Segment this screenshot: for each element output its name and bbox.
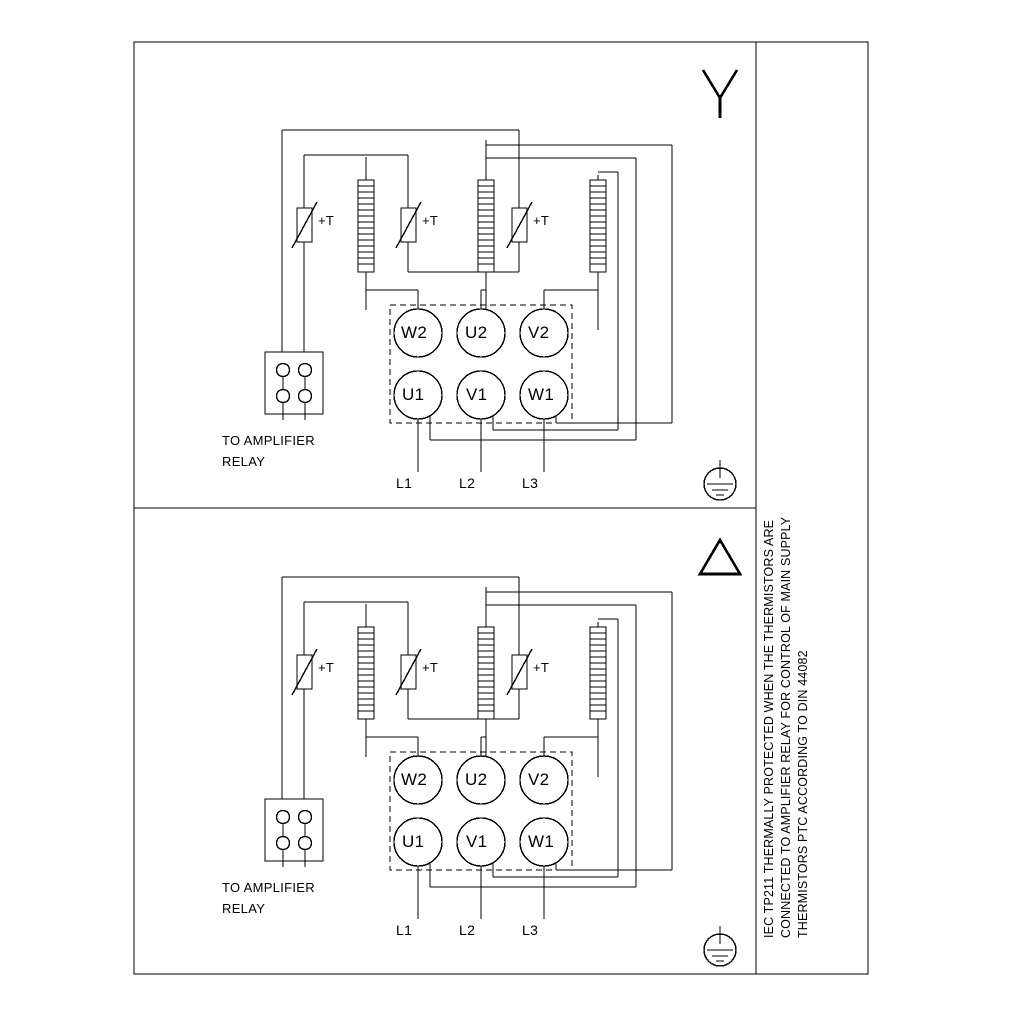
thermistor-1-delta: [292, 637, 317, 709]
amplifier-note-line1-delta: TO AMPLIFIER: [222, 880, 315, 895]
terminal-label-U1-delta: U1: [402, 832, 425, 851]
phase-label-L1-delta: L1: [396, 922, 413, 938]
delta-panel-graphics: [265, 540, 740, 966]
side-note-line-1: IEC TP211 THERMALLY PROTECTED WHEN THE THERMISTORS ARE: [762, 519, 776, 938]
amplifier-note-line2-delta: RELAY: [222, 901, 266, 916]
terminal-label-V1-star: V1: [466, 385, 488, 404]
terminal-label-W2-delta: W2: [401, 770, 428, 789]
side-note-line-3: THERMISTORS PTC ACCORDING TO DIN 44082: [796, 650, 810, 938]
winding-coil-2-delta: [478, 587, 494, 757]
thermistor-2-delta: [396, 637, 421, 709]
terminal-label-W2-star: W2: [401, 323, 428, 342]
terminal-label-U1-star: U1: [402, 385, 425, 404]
thermistor-3-delta: [507, 637, 532, 709]
thermistor-label-3-delta: +T: [533, 660, 550, 675]
star-wye-symbol: [703, 70, 737, 118]
amplifier-terminal-block-star: [265, 352, 323, 420]
thermistor-1-star: [292, 190, 317, 262]
terminal-label-V1-delta: V1: [466, 832, 488, 851]
side-note-block: [762, 378, 810, 938]
thermistor-3-star: [507, 190, 532, 262]
winding-coil-3-star: [590, 175, 606, 330]
phase-label-L1-star: L1: [396, 475, 413, 491]
terminal-label-V2-star: V2: [528, 323, 550, 342]
thermistor-label-1-delta: +T: [318, 660, 335, 675]
winding-coil-2-star: [478, 140, 494, 310]
terminal-label-V2-delta: V2: [528, 770, 550, 789]
thermistor-label-2-star: +T: [422, 213, 439, 228]
thermistor-label-2-delta: +T: [422, 660, 439, 675]
delta-triangle-symbol: [700, 540, 740, 574]
amplifier-terminal-block-delta: [265, 799, 323, 867]
phase-label-L3-delta: L3: [522, 922, 539, 938]
amplifier-note-line2-star: RELAY: [222, 454, 266, 469]
thermistor-label-1-star: +T: [318, 213, 335, 228]
earth-ground-symbol-delta: [704, 926, 736, 966]
side-note-line-2: CONNECTED TO AMPLIFIER RELAY FOR CONTROL OF MAIN SUPPLY: [779, 516, 793, 938]
phase-label-L2-delta: L2: [459, 922, 476, 938]
terminal-label-W1-delta: W1: [528, 832, 555, 851]
phase-label-L3-star: L3: [522, 475, 539, 491]
thermistor-2-star: [396, 190, 421, 262]
phase-label-L2-star: L2: [459, 475, 476, 491]
terminal-label-W1-star: W1: [528, 385, 555, 404]
amplifier-note-line1-star: TO AMPLIFIER: [222, 433, 315, 448]
star-panel-graphics: [265, 70, 737, 500]
terminal-label-U2-delta: U2: [465, 770, 488, 789]
terminal-label-U2-star: U2: [465, 323, 488, 342]
earth-ground-symbol-star: [704, 460, 736, 500]
winding-coil-3-delta: [590, 622, 606, 777]
thermistor-label-3-star: +T: [533, 213, 550, 228]
